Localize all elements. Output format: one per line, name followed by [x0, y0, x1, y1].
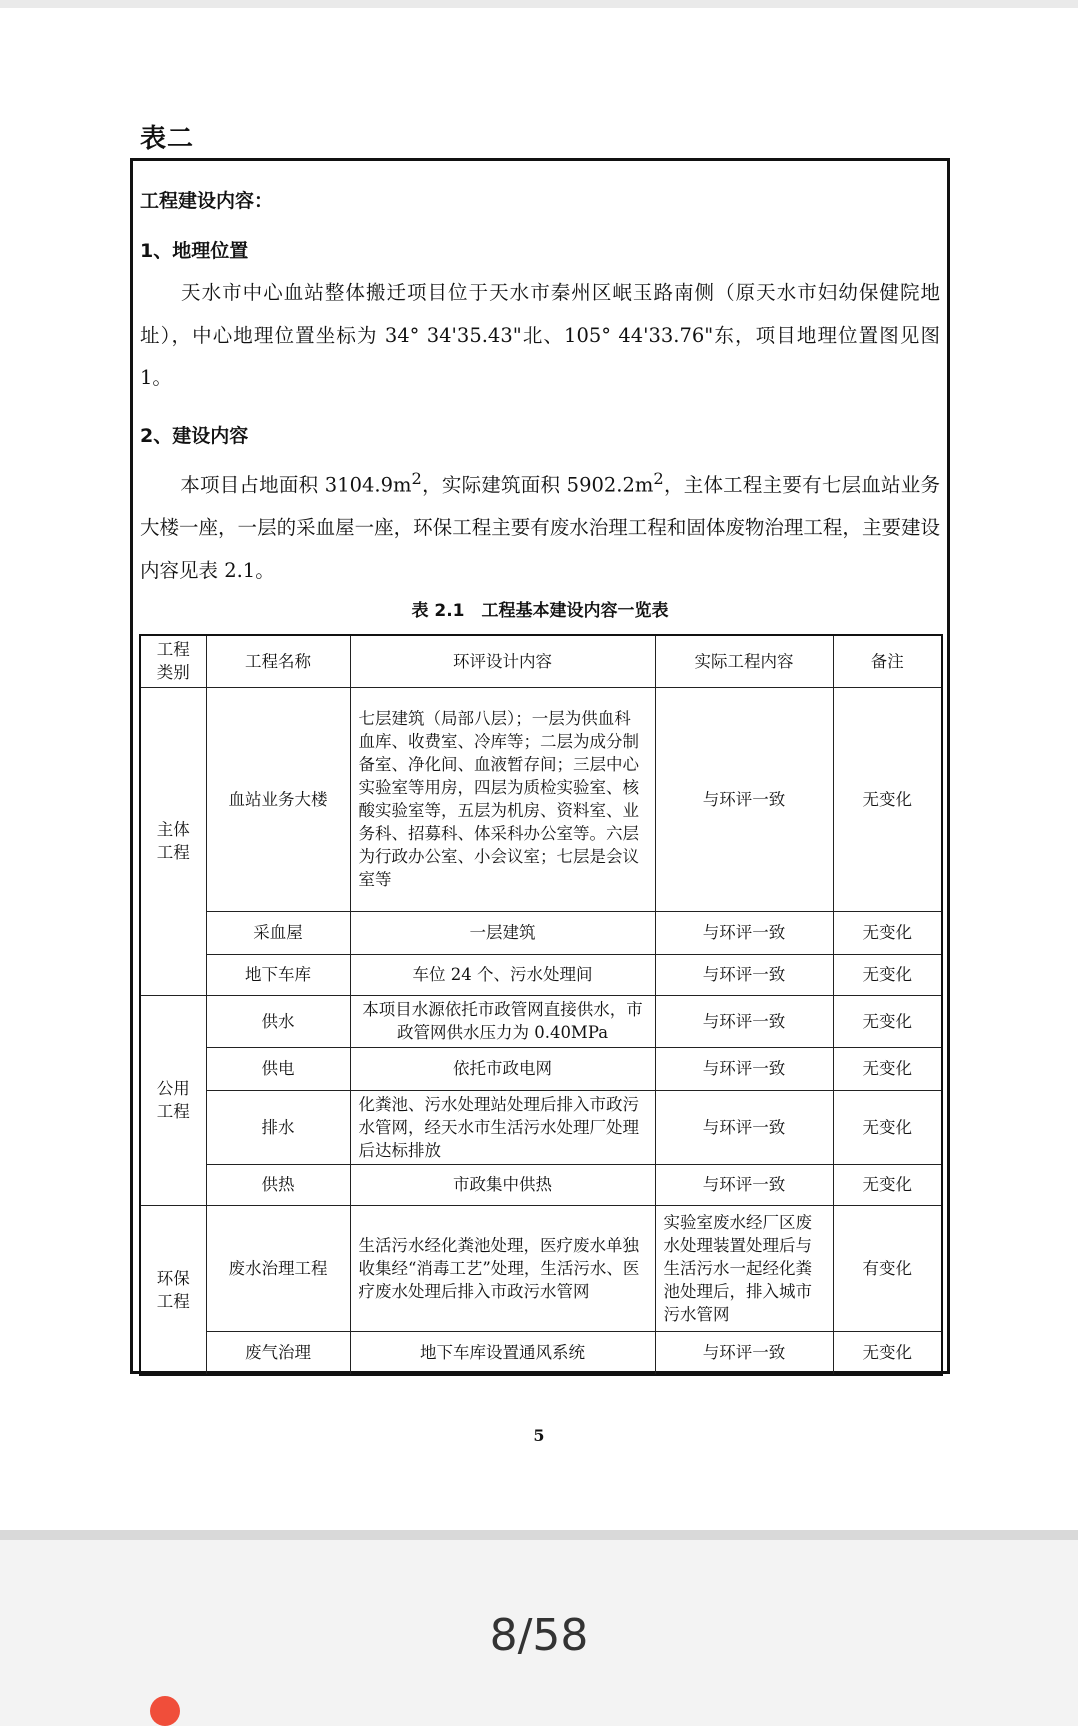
header-actual: 实际工程内容 [655, 635, 833, 687]
name-cell: 废水治理工程 [206, 1205, 350, 1331]
actual-cell: 实验室废水经厂区废水处理装置处理后与生活污水一起经化粪池处理后，排入城市污水管网 [655, 1205, 833, 1331]
name-cell: 排水 [206, 1090, 350, 1164]
name-cell: 地下车库 [206, 954, 350, 995]
note-cell: 无变化 [833, 1090, 942, 1164]
paragraph-construction [140, 458, 940, 592]
header-category: 工程类别 [140, 635, 206, 687]
area-building-text: ，实际建筑面积 5902.2m [421, 473, 654, 497]
actual-cell: 与环评一致 [655, 1090, 833, 1164]
actual-cell: 与环评一致 [655, 1164, 833, 1205]
name-cell: 供电 [206, 1047, 350, 1090]
subheading-construction: 2、建设内容 [140, 425, 249, 447]
category-cell: 公用工程 [140, 995, 206, 1205]
top-divider [0, 0, 1078, 8]
actual-cell: 与环评一致 [655, 954, 833, 995]
note-cell: 有变化 [833, 1205, 942, 1331]
table-row [140, 911, 942, 954]
table-row [140, 954, 942, 995]
name-cell: 供热 [206, 1164, 350, 1205]
eia-cell: 地下车库设置通风系统 [350, 1331, 655, 1375]
table-row [140, 1047, 942, 1090]
header-name: 工程名称 [206, 635, 350, 687]
note-cell: 无变化 [833, 1047, 942, 1090]
note-cell: 无变化 [833, 1331, 942, 1375]
actual-cell: 与环评一致 [655, 687, 833, 911]
page-indicator: 8/58 [489, 1610, 589, 1661]
table-caption: 表 2.1 工程基本建设内容一览表 [411, 601, 669, 621]
table-row [140, 1164, 942, 1205]
note-cell: 无变化 [833, 911, 942, 954]
eia-cell: 化粪池、污水处理站处理后排入市政污水管网，经天水市生活污水处理厂处理后达标排放 [350, 1090, 655, 1164]
table-row [140, 1090, 942, 1164]
eia-cell: 本项目水源依托市政管网直接供水，市政管网供水压力为 0.40MPa [350, 995, 655, 1047]
header-eia: 环评设计内容 [350, 635, 655, 687]
area-land-text: 本项目占地面积 3104.9m [180, 473, 412, 497]
name-cell: 采血屋 [206, 911, 350, 954]
category-cell: 环保工程 [140, 1205, 206, 1375]
table-row [140, 1205, 942, 1331]
table-row [140, 995, 942, 1047]
superscript-2: 2 [411, 469, 422, 488]
table-row [140, 1331, 942, 1375]
actual-cell: 与环评一致 [655, 1331, 833, 1375]
paragraph-location-text: 天水市中心血站整体搬迁项目位于天水市秦州区岷玉路南侧（原天水市妇幼保健院地址），中心地理位置坐标为 34° 34'35.43"北、105° 44'33.76"东，项目地理位置图见图 1。 [140, 281, 940, 389]
name-cell: 供水 [206, 995, 350, 1047]
eia-cell: 依托市政电网 [350, 1047, 655, 1090]
category-cell: 主体工程 [140, 687, 206, 995]
page-number: 5 [533, 1426, 545, 1445]
eia-cell: 生活污水经化粪池处理，医疗废水单独收集经“消毒工艺”处理，生活污水、医疗废水处理后排入市政污水管网 [350, 1205, 655, 1331]
eia-cell: 市政集中供热 [350, 1164, 655, 1205]
eia-cell: 车位 24 个、污水处理间 [350, 954, 655, 995]
note-cell: 无变化 [833, 995, 942, 1047]
table-row [140, 687, 942, 911]
note-cell: 无变化 [833, 954, 942, 995]
actual-cell: 与环评一致 [655, 1047, 833, 1090]
subheading-location: 1、地理位置 [140, 240, 249, 262]
section-heading: 工程建设内容： [140, 190, 274, 212]
construction-summary-text: ，主体工程主要有七层血站业务大楼一座，一层的采血屋一座，环保工程主要有废水治理工程和固体废物治理工程，主要建设内容见表 2.1。 [140, 473, 941, 582]
eia-cell: 一层建筑 [350, 911, 655, 954]
floating-action-button[interactable] [150, 1696, 180, 1726]
header-note: 备注 [833, 635, 942, 687]
paragraph-location [140, 272, 940, 400]
page-separator [0, 1530, 1078, 1540]
name-cell: 血站业务大楼 [206, 687, 350, 911]
construction-table [139, 634, 943, 1376]
sheet-title: 表二 [140, 124, 195, 154]
note-cell: 无变化 [833, 687, 942, 911]
eia-cell: 七层建筑（局部八层）；一层为供血科血库、收费室、冷库等；二层为成分制备室、净化间、血液暂存间；三层中心实验室等用房，四层为质检实验室、核酸实验室等，五层为机房、资料室、业务科、招募科、体采科办公室等。六层为行政办公室、小会议室；七层是会议室等 [350, 687, 655, 911]
actual-cell: 与环评一致 [655, 995, 833, 1047]
name-cell: 废气治理 [206, 1331, 350, 1375]
superscript-2: 2 [653, 469, 664, 488]
actual-cell: 与环评一致 [655, 911, 833, 954]
note-cell: 无变化 [833, 1164, 942, 1205]
table-header-row [140, 635, 942, 687]
